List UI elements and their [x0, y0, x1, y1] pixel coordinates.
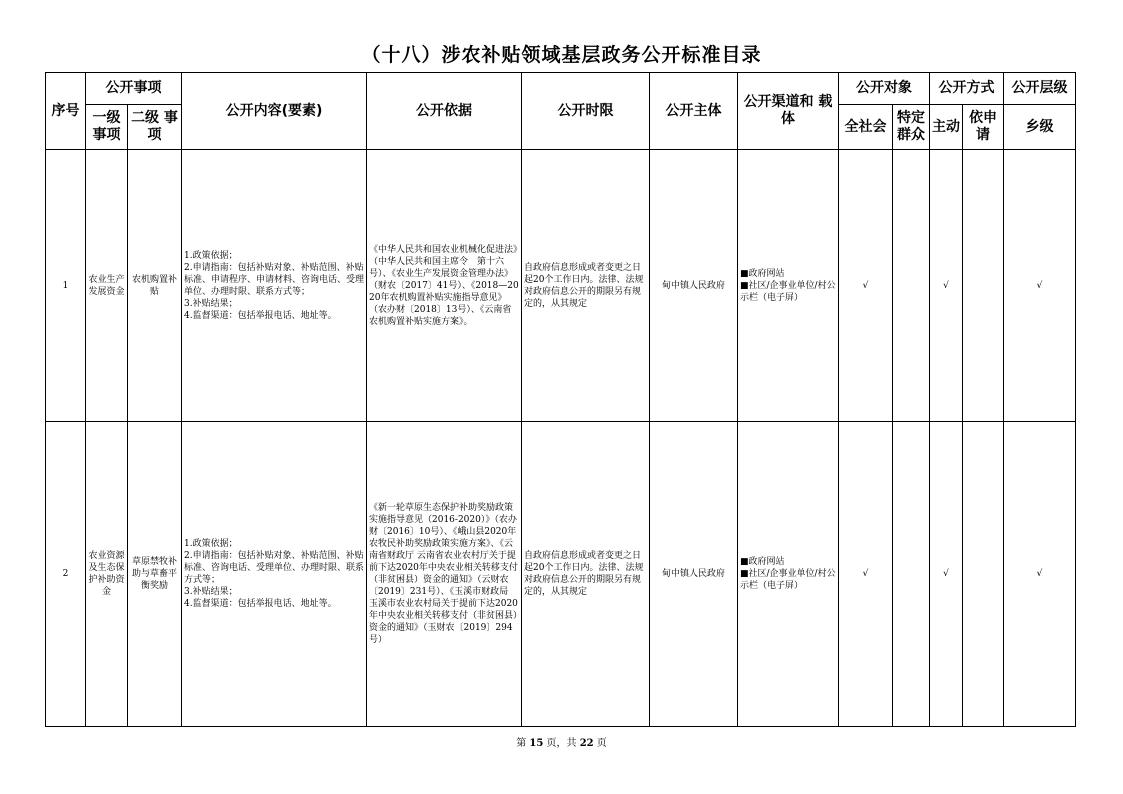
row-channel: ■政府网站 ■社区/企事业单位/村公示栏（电子屏）	[738, 150, 839, 422]
row-on-request	[963, 422, 1004, 727]
row-time-limit: 自政府信息形成或者变更之日起20个工作日内。法律、法规对政府信息公开的期限另有规定的，从其规定	[522, 422, 650, 727]
header-target: 公开对象	[839, 73, 930, 105]
page-title: （十八）涉农补贴领域基层政务公开标准目录	[361, 44, 762, 66]
page-footer	[0, 734, 1123, 749]
header-subject: 公开主体	[650, 73, 738, 150]
row-active: √	[930, 422, 963, 727]
row-level2: 草原禁牧补助与草畜平衡奖励	[128, 422, 182, 727]
row-channel: ■政府网站 ■社区/企事业单位/村公示栏（电子屏）	[738, 422, 839, 727]
header-township: 乡级	[1004, 105, 1076, 150]
header-basis: 公开依据	[367, 73, 522, 150]
header-layer: 公开层级	[1004, 73, 1076, 105]
row-active: √	[930, 150, 963, 422]
row-level1: 农业生产发展资金	[86, 150, 128, 422]
header-specific-groups: 特定群众	[893, 105, 930, 150]
header-all-society: 全社会	[839, 105, 893, 150]
row-seq: 1	[46, 150, 86, 422]
header-content: 公开内容(要素)	[182, 73, 367, 150]
row-all-society: √	[839, 422, 893, 727]
footer-page-number: 15	[529, 738, 544, 749]
row-level2: 农机购置补贴	[128, 150, 182, 422]
footer-middle: 页，共	[546, 738, 577, 749]
row-township: √	[1004, 422, 1076, 727]
row-seq: 2	[46, 422, 86, 727]
row-content: 1.政策依据； 2.申请指南：包括补贴对象、补贴范围、补贴标准、咨询电话、受理单位、办理时限、联系方式等； 3.补贴结果； 4.监督渠道：包括举报电话、地址等。	[182, 422, 367, 727]
header-level2: 二级 事项	[128, 105, 182, 150]
header-matter: 公开事项	[86, 73, 182, 105]
table-row	[46, 422, 1076, 727]
row-content: 1.政策依据； 2.申请指南：包括补贴对象、补贴范围、补贴标准、申请程序、申请材料、咨询电话、受理单位、办理时限、联系方式等； 3.补贴结果； 4.监督渠道：包括举报电话、地址等。	[182, 150, 367, 422]
row-township: √	[1004, 150, 1076, 422]
row-all-society: √	[839, 150, 893, 422]
disclosure-table	[45, 72, 1076, 727]
header-level1: 一级事项	[86, 105, 128, 150]
header-method: 公开方式	[930, 73, 1004, 105]
row-subject: 甸中镇人民政府	[650, 422, 738, 727]
header-time-limit: 公开时限	[522, 73, 650, 150]
header-seq: 序号	[46, 73, 86, 150]
row-level1: 农业资源及生态保护补助资金	[86, 422, 128, 727]
header-channel: 公开渠道和 载体	[738, 73, 839, 150]
footer-suffix: 页	[596, 738, 607, 749]
row-specific-groups	[893, 150, 930, 422]
header-on-request: 依申请	[963, 105, 1004, 150]
table-row	[46, 150, 1076, 422]
row-time-limit: 自政府信息形成或者变更之日起20个工作日内。法律、法规对政府信息公开的期限另有规定的，从其规定	[522, 150, 650, 422]
header-active: 主动	[930, 105, 963, 150]
footer-page-total: 22	[579, 738, 594, 749]
footer-prefix: 第	[516, 738, 527, 749]
row-on-request	[963, 150, 1004, 422]
row-basis: 《新一轮草原生态保护补助奖励政策实施指导意见（2016-2020）》（农办财〔2016〕10号）、《峨山县2020年农牧民补助奖励政策实施方案》、《云南省财政厅 云南省农业农村厅关于提前下达2020年中央农业相关转移支付（非贫困县）资金的通知》（云财农〔2019〕231号）、《玉溪市财政局 玉溪市农业农村局关于提前下达2020年中央农业相关转移支付（非贫困县）资金的通知》（玉财农〔2019〕294号）	[367, 422, 522, 727]
row-basis: 《中华人民共和国农业机械化促进法》（中华人民共和国主席令 第十六号）、《农业生产发展资金管理办法》（财农〔2017〕41号）、《2018—2020年农机购置补贴实施指导意见》（农办财〔2018〕13号）、《云南省农机购置补贴实施方案》。	[367, 150, 522, 422]
row-specific-groups	[893, 422, 930, 727]
row-subject: 甸中镇人民政府	[650, 150, 738, 422]
